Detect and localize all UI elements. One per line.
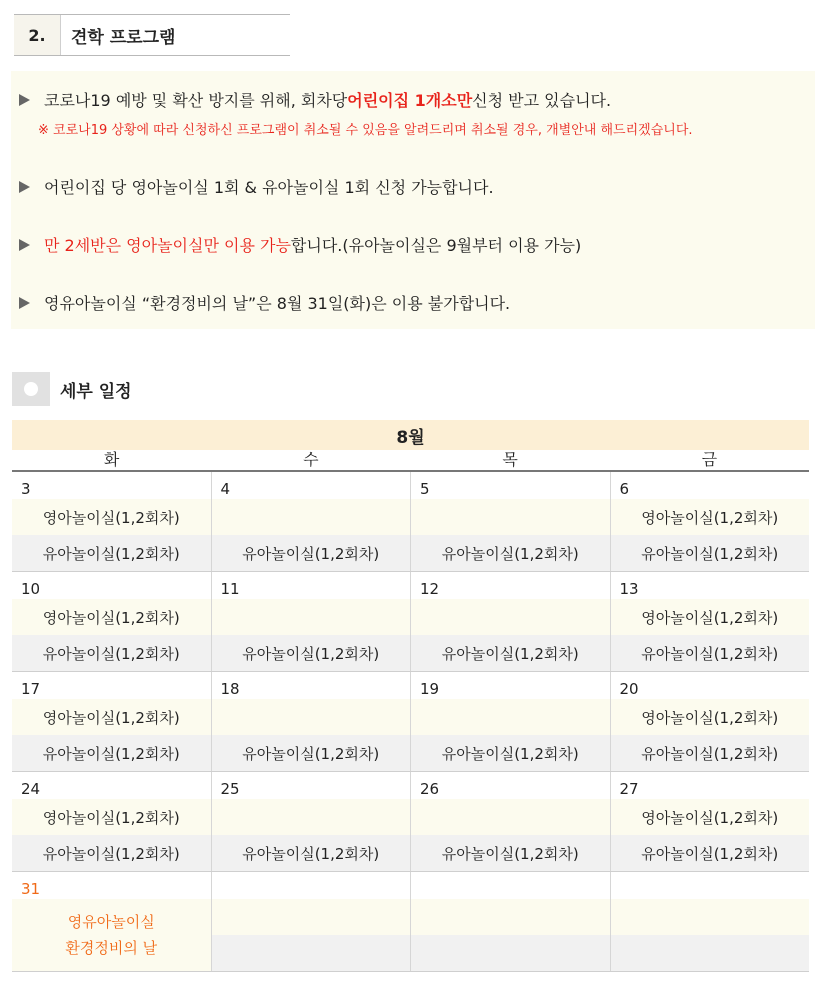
calendar-week bbox=[12, 472, 809, 572]
calendar-day-empty bbox=[212, 872, 412, 971]
calendar-week bbox=[12, 672, 809, 772]
notice-text: 신청 받고 있습니다. bbox=[472, 91, 612, 110]
bullet-triangle-icon bbox=[19, 239, 30, 251]
calendar-day-empty bbox=[411, 872, 611, 971]
slot-toddler-room: 유아놀이실(1,2회차) bbox=[411, 735, 610, 771]
slot-infant-room bbox=[212, 599, 411, 635]
day-of-week: 수 bbox=[303, 450, 319, 469]
slot-infant-room bbox=[212, 799, 411, 835]
bullet-triangle-icon bbox=[19, 297, 30, 309]
notice-box bbox=[11, 71, 815, 329]
section-header bbox=[14, 14, 290, 56]
calendar-day bbox=[411, 472, 611, 571]
calendar-day bbox=[611, 572, 810, 671]
calendar-day bbox=[611, 772, 810, 871]
day-of-week-row bbox=[12, 450, 809, 472]
slot-toddler-room: 유아놀이실(1,2회차) bbox=[611, 835, 810, 871]
day-of-week: 금 bbox=[701, 450, 718, 469]
calendar-week bbox=[12, 572, 809, 672]
calendar-day bbox=[212, 472, 412, 571]
schedule-title: 세부 일정 bbox=[60, 381, 132, 402]
slot-toddler-room: 유아놀이실(1,2회차) bbox=[12, 635, 211, 671]
slot-infant-room bbox=[411, 699, 610, 735]
calendar-day bbox=[611, 472, 810, 571]
notice-item-3 bbox=[19, 233, 581, 256]
calendar-day-empty bbox=[611, 872, 810, 971]
calendar-day bbox=[212, 572, 412, 671]
day-number: 12 bbox=[420, 580, 440, 598]
slot-infant-room: 영아놀이실(1,2회차) bbox=[12, 699, 211, 735]
slot-infant-room: 영아놀이실(1,2회차) bbox=[611, 799, 810, 835]
slot-infant-room: 영아놀이실(1,2회차) bbox=[611, 499, 810, 535]
notice-text: 어린이집 당 영아놀이실 1회 & 유아놀이실 1회 신청 가능합니다. bbox=[44, 178, 494, 197]
notice-item-2 bbox=[19, 175, 494, 198]
notice-highlight: 만 2세반은 영아놀이실만 이용 가능 bbox=[44, 236, 291, 255]
calendar-day bbox=[12, 472, 212, 571]
notice-item-4 bbox=[19, 291, 510, 314]
notice-highlight: 어린이집 1개소만 bbox=[347, 91, 473, 110]
day-of-week: 화 bbox=[103, 450, 120, 469]
closure-line: 영유아놀이실 bbox=[67, 913, 155, 931]
slot-toddler-room: 유아놀이실(1,2회차) bbox=[12, 735, 211, 771]
day-number: 4 bbox=[220, 480, 231, 498]
slot-infant-room: 영아놀이실(1,2회차) bbox=[12, 499, 211, 535]
slot-toddler-room: 유아놀이실(1,2회차) bbox=[411, 635, 610, 671]
closure-line: 환경정비의 날 bbox=[65, 939, 158, 957]
slot-infant-room bbox=[212, 499, 411, 535]
slot-infant-room bbox=[411, 599, 610, 635]
calendar-day bbox=[611, 672, 810, 771]
calendar-day bbox=[411, 672, 611, 771]
slot-toddler-room: 유아놀이실(1,2회차) bbox=[411, 535, 610, 571]
slot-infant-room: 영아놀이실(1,2회차) bbox=[12, 799, 211, 835]
calendar-month: 8월 bbox=[12, 420, 809, 450]
notice-item-1 bbox=[19, 88, 611, 111]
day-number: 6 bbox=[619, 480, 630, 498]
day-number: 18 bbox=[220, 680, 240, 698]
day-number: 27 bbox=[619, 780, 639, 798]
calendar-day bbox=[411, 572, 611, 671]
calendar-week bbox=[12, 772, 809, 872]
section-number: 2. bbox=[14, 15, 61, 55]
calendar-day bbox=[12, 672, 212, 771]
day-number: 19 bbox=[420, 680, 440, 698]
day-number: 3 bbox=[21, 480, 31, 498]
slot-toddler-room: 유아놀이실(1,2회차) bbox=[12, 835, 211, 871]
closure-notice bbox=[12, 899, 211, 971]
calendar bbox=[12, 420, 809, 972]
notice-text: 코로나19 예방 및 확산 방지를 위해, 회차당 bbox=[44, 91, 348, 110]
day-number: 11 bbox=[220, 580, 240, 598]
calendar-day bbox=[12, 872, 212, 971]
bullet-triangle-icon bbox=[19, 94, 30, 106]
slot-infant-room bbox=[411, 499, 610, 535]
day-number: 25 bbox=[220, 780, 240, 798]
calendar-day bbox=[12, 572, 212, 671]
notice-text: 합니다.(유아놀이실은 9월부터 이용 가능) bbox=[290, 236, 582, 255]
day-number: 5 bbox=[420, 480, 430, 498]
slot-toddler-room: 유아놀이실(1,2회차) bbox=[611, 535, 810, 571]
notice-text: 영유아놀이실 “환경정비의 날”은 8월 31일(화)은 이용 불가합니다. bbox=[44, 294, 511, 313]
calendar-day bbox=[12, 772, 212, 871]
calendar-day bbox=[411, 772, 611, 871]
day-of-week: 목 bbox=[502, 450, 518, 469]
day-number: 24 bbox=[21, 780, 41, 798]
slot-infant-room bbox=[212, 699, 411, 735]
slot-toddler-room: 유아놀이실(1,2회차) bbox=[212, 635, 411, 671]
circle-bullet-icon bbox=[12, 372, 50, 406]
section-title: 견학 프로그램 bbox=[71, 27, 176, 48]
day-number: 26 bbox=[420, 780, 440, 798]
slot-toddler-room: 유아놀이실(1,2회차) bbox=[212, 535, 411, 571]
day-number: 13 bbox=[619, 580, 639, 598]
calendar-day bbox=[212, 772, 412, 871]
day-number: 17 bbox=[21, 680, 41, 698]
slot-infant-room: 영아놀이실(1,2회차) bbox=[611, 699, 810, 735]
slot-toddler-room: 유아놀이실(1,2회차) bbox=[611, 635, 810, 671]
day-number: 31 bbox=[21, 880, 41, 898]
calendar-day bbox=[212, 672, 412, 771]
day-number: 20 bbox=[619, 680, 639, 698]
schedule-header bbox=[12, 372, 132, 406]
calendar-week bbox=[12, 872, 809, 972]
day-number: 10 bbox=[21, 580, 41, 598]
bullet-triangle-icon bbox=[19, 181, 30, 193]
notice-subnote: ※ 코로나19 상황에 따라 신청하신 프로그램이 취소될 수 있음을 알려드리며 취소될 경우, 개별안내 해드리겠습니다. bbox=[38, 123, 693, 138]
slot-toddler-room: 유아놀이실(1,2회차) bbox=[212, 735, 411, 771]
slot-toddler-room: 유아놀이실(1,2회차) bbox=[212, 835, 411, 871]
slot-infant-room: 영아놀이실(1,2회차) bbox=[12, 599, 211, 635]
slot-toddler-room: 유아놀이실(1,2회차) bbox=[411, 835, 610, 871]
slot-toddler-room: 유아놀이실(1,2회차) bbox=[12, 535, 211, 571]
slot-infant-room bbox=[411, 799, 610, 835]
slot-toddler-room: 유아놀이실(1,2회차) bbox=[611, 735, 810, 771]
slot-infant-room: 영아놀이실(1,2회차) bbox=[611, 599, 810, 635]
